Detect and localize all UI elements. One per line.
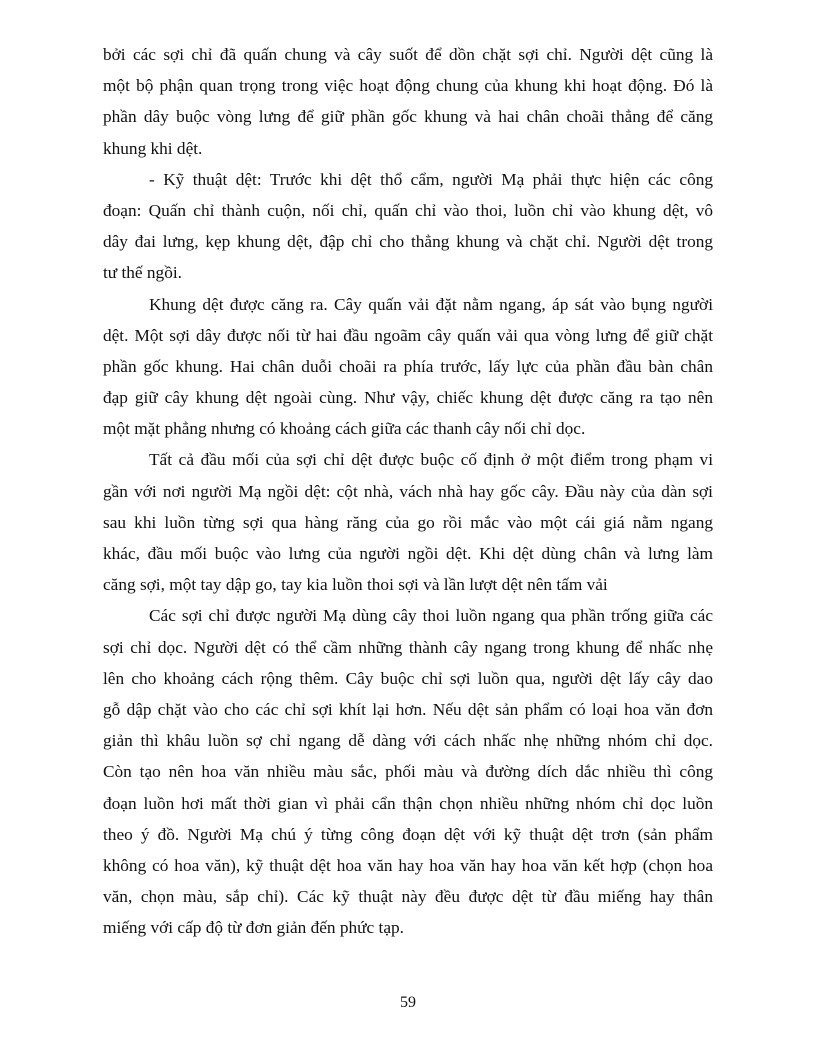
text-line: giản thì khâu luồn sợ chỉ ngang dễ dàng với cách nhấc nhẹ những nhóm chỉ dọc. — [103, 731, 713, 751]
text-line: dây đai lưng, kẹp khung dệt, đập chỉ cho thẳng khung và chặt chỉ. Người dệt trong — [103, 232, 713, 252]
body-text — [103, 39, 713, 943]
text-line: lên cho khoảng cách rộng thêm. Cây buộc chỉ sợi luồn qua, người dệt lấy cây dao — [103, 668, 713, 688]
text-line: phần gốc khung. Hai chân duỗi choãi ra phía trước, lấy lực của phần đầu bàn chân — [103, 356, 713, 376]
text-line: gỗ dập chặt vào cho các chỉ sợi khít lại hơn. Nếu dệt sản phẩm có loại hoa văn đơn — [103, 699, 713, 719]
text-line: dệt. Một sợi dây được nối từ hai đầu ngoãm cây quấn vải qua vòng lưng để giữ chặt — [103, 325, 713, 345]
paragraph — [103, 444, 713, 600]
text-line: - Kỹ thuật dệt: Trước khi dệt thổ cẩm, người Mạ phải thực hiện các công — [149, 169, 713, 189]
text-line: đoạn: Quấn chỉ thành cuộn, nối chỉ, quấn chỉ vào thoi, luồn chỉ vào khung dệt, vô — [103, 200, 713, 220]
text-line: đạp giữ cây khung dệt ngoài cùng. Như vậy, chiếc khung dệt được căng ra tạo nên — [103, 388, 713, 408]
text-line: Còn tạo nên hoa văn nhiều màu sắc, phối màu và đường dích dắc nhiều thì công — [103, 762, 713, 782]
paragraph — [103, 164, 713, 289]
text-line: gần với nơi người Mạ ngồi dệt: cột nhà, vách nhà hay gốc cây. Đầu này của dàn sợi — [103, 481, 713, 501]
text-line: bởi các sợi chỉ đã quấn chung và cây suốt để dồn chặt sợi chỉ. Người dệt cũng là — [103, 45, 713, 64]
text-line: tư thế ngồi. — [103, 263, 182, 283]
text-line: không có hoa văn), kỹ thuật dệt hoa văn hay hoa văn hay hoa văn kết hợp (chọn hoa — [103, 855, 713, 875]
text-line: đoạn luồn hơi mất thời gian vì phải cẩn thận chọn nhiều những nhóm chỉ dọc luồn — [103, 793, 713, 813]
paragraph — [103, 600, 713, 943]
text-line: miếng với cấp độ từ đơn giản đến phức tạp. — [103, 918, 404, 938]
text-line: Khung dệt được căng ra. Cây quấn vải đặt nằm ngang, áp sát vào bụng người — [149, 294, 713, 314]
text-line: căng sợi, một tay dập go, tay kia luồn thoi sợi và lần lượt dệt nên tấm vải — [103, 575, 608, 595]
paragraph — [103, 289, 713, 445]
text-line: khác, đầu mối buộc vào lưng của người ngồi dệt. Khi dệt dùng chân và lưng làm — [103, 544, 713, 563]
text-line: Các sợi chỉ được người Mạ dùng cây thoi luồn ngang qua phần trống giữa các — [149, 606, 713, 626]
page-number: 59 — [400, 994, 416, 1011]
paragraph — [103, 39, 713, 164]
text-line: phần dây buộc vòng lưng để giữ phần gốc khung và hai chân choãi thẳng để căng — [103, 107, 713, 127]
text-line: một mặt phẳng nhưng có khoảng cách giữa các thanh cây nối chỉ dọc. — [103, 419, 586, 439]
text-line: theo ý đồ. Người Mạ chú ý từng công đoạn dệt với kỹ thuật dệt trơn (sản phẩm — [103, 824, 713, 844]
text-line: sợi chỉ dọc. Người dệt có thể cầm những thành cây ngang trong khung để nhấc nhẹ — [103, 637, 713, 657]
text-line: khung khi dệt. — [103, 138, 203, 158]
text-line: một bộ phận quan trọng trong việc hoạt động chung của khung khi hoạt động. Đó là — [103, 76, 713, 96]
text-line: văn, chọn màu, sắp chỉ). Các kỹ thuật này đều được dệt từ đầu miếng hay thân — [103, 887, 713, 907]
text-line: Tất cả đầu mối của sợi chỉ dệt được buộc cố định ở một điểm trong phạm vi — [149, 450, 713, 470]
text-line: sau khi luồn từng sợi qua hàng răng của go rồi mắc vào một cái giá nằm ngang — [103, 512, 713, 532]
